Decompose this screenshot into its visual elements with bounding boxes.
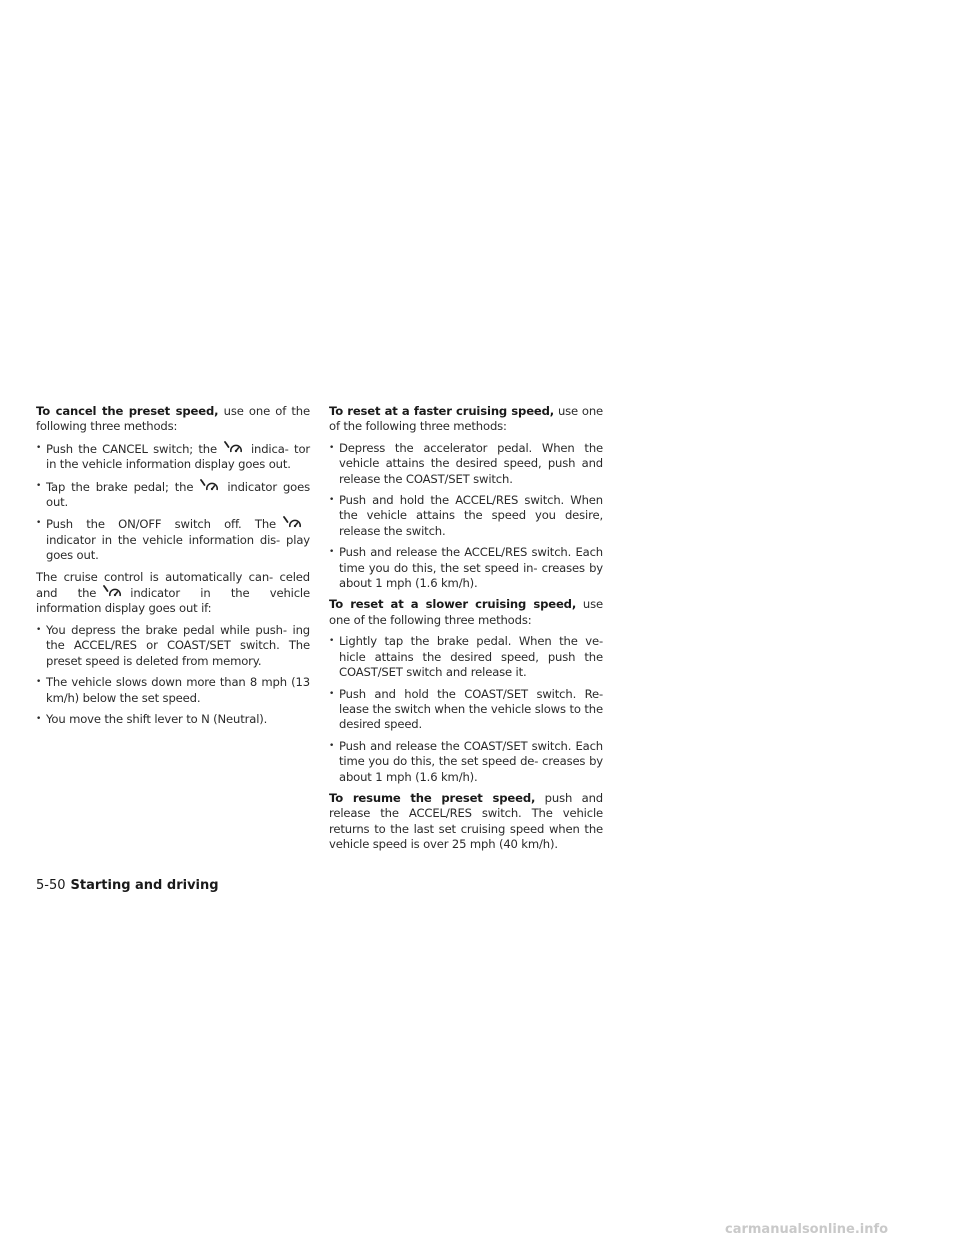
cruise-indicator-icon: [221, 441, 247, 455]
slower-intro: use one of the following three methods:: [329, 597, 603, 627]
list-item: • Push and release the ACCEL/RES switch. Each time you do this, the set speed in- creases by about 1 mph (1.6 km/h).: [329, 545, 603, 591]
list-item: • Depress the accelerator pedal. When the vehicle attains the desired speed, push and release the COAST/SET switch.: [329, 441, 603, 487]
page-footer: [36, 878, 219, 893]
cancel-heading: To cancel the preset speed,: [36, 404, 219, 418]
list-item: • You depress the brake pedal while push- ing the ACCEL/RES or COAST/SET switch. The preset speed is deleted from memory.: [36, 623, 310, 669]
auto-cancel-text: The cruise control is automatically can- celed and the: [36, 569, 310, 601]
list-item-text: indicator goes out.: [46, 479, 310, 510]
resume-heading: To resume the preset speed,: [329, 790, 536, 805]
watermark: carmanualsonline.info: [725, 1222, 889, 1237]
slower-heading: To reset at a slower cruising speed,: [329, 597, 577, 612]
list-item: • Push and hold the COAST/SET switch. Re- lease the switch when the vehicle slows to the desired speed.: [329, 687, 603, 733]
page-number: 5-50: [36, 878, 66, 893]
list-item-text: indica- tor in the vehicle information display goes out.: [46, 441, 310, 472]
list-item-text: Push the CANCEL switch; the: [46, 441, 217, 456]
resume-text: push and release the ACCEL/RES switch. The vehicle returns to the last set cruising speed when the vehicle speed is over 25 mph (40 km/h).: [329, 790, 603, 852]
auto-cancel-list: [36, 623, 310, 727]
list-item-text: Push the ON/OFF switch off. The: [46, 517, 276, 532]
list-item-text: indicator in the vehicle information dis- play goes out.: [46, 532, 310, 563]
cancel-paragraph: [36, 404, 310, 435]
left-column: [36, 404, 310, 733]
list-item: • The vehicle slows down more than 8 mph (13 km/h) below the set speed.: [36, 675, 310, 706]
faster-list: [329, 441, 603, 592]
slower-paragraph: [329, 597, 603, 628]
cancel-list: [36, 441, 310, 564]
slower-list: [329, 634, 603, 785]
cruise-indicator-icon: [100, 585, 126, 599]
faster-paragraph: [329, 404, 603, 435]
cancel-intro: use one of the following three methods:: [36, 404, 310, 434]
right-column: [329, 404, 603, 859]
auto-cancel-text: indicator in the vehicle information display goes out if:: [36, 586, 310, 616]
list-item: [36, 479, 310, 511]
cruise-indicator-icon: [280, 516, 306, 530]
faster-intro: use one of the following three methods:: [329, 404, 604, 434]
list-item: • Push and hold the ACCEL/RES switch. When the vehicle attains the speed you desire, release the switch.: [329, 493, 603, 539]
faster-heading: To reset at a faster cruising speed,: [329, 404, 555, 418]
list-item: • Push and release the COAST/SET switch. Each time you do this, the set speed de- creases by about 1 mph (1.6 km/h).: [329, 739, 603, 785]
list-item: [36, 441, 310, 473]
list-item: [36, 516, 310, 563]
auto-cancel-paragraph: [36, 570, 310, 617]
list-item: • You move the shift lever to N (Neutral).: [36, 712, 310, 727]
list-item-text: Tap the brake pedal; the: [46, 479, 194, 494]
cruise-indicator-icon: [197, 479, 223, 493]
resume-paragraph: [329, 791, 603, 853]
section-title: Starting and driving: [70, 878, 219, 893]
list-item: • Lightly tap the brake pedal. When the ve- hicle attains the desired speed, push the COAST/SET switch and release it.: [329, 634, 603, 680]
